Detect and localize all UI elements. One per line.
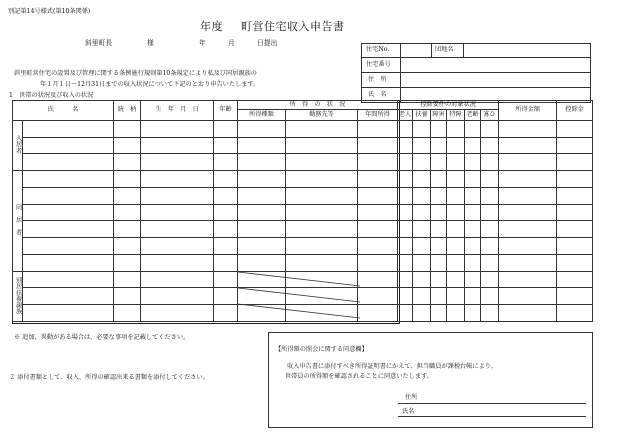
consent-address-line[interactable]	[398, 403, 586, 404]
name-label: 氏 名	[362, 88, 401, 103]
workplace-header: 勤務先等	[286, 110, 358, 120]
deduction-col-aged: 老齢	[465, 110, 481, 120]
deduction-amount-header: 控除金	[557, 101, 593, 121]
consent-body-line2: 世帯員の所得額を確認されることに同意いたします。	[285, 373, 434, 380]
note-attachments: ２ 添付書類として、収入、所得の確認出来る書類を添付してください。	[9, 374, 209, 381]
form-code: 別記第14号様式(第10条関係)	[8, 8, 91, 15]
income-group-header: 所 得 の 状 況	[238, 101, 398, 110]
address-label: 住 所	[362, 73, 401, 88]
consent-title: 【所得額の照会に関する同意欄】	[275, 346, 368, 353]
income-type-header: 所得種類	[238, 110, 286, 120]
deduction-group-header: 控除要件の対象状況	[398, 101, 499, 110]
deduction-col-elderly: 老人	[398, 110, 413, 120]
addressee: 斜里町長	[85, 39, 113, 47]
col-age-header: 年齢	[214, 101, 238, 121]
house-no-label: 住宅No.	[362, 44, 401, 58]
house-number-label: 住宅番号	[362, 58, 401, 73]
deduction-col-single-parent: 寡ひ	[481, 110, 499, 120]
date-submit-label: 日提出	[257, 39, 278, 47]
col-name-header: 氏 名	[13, 101, 114, 121]
side-label-separate-dependent: 別居扶養親族	[13, 271, 23, 321]
title-year: 年度	[200, 20, 223, 33]
col-birth-header: 生 年 月 日	[141, 101, 214, 121]
date-month-label: 月	[228, 39, 235, 47]
declaration-line1: 斜里町営住宅の設置及び管理に関する条例施行規則第10条規定により私及び同居親族の	[14, 70, 257, 77]
section1-title: 1 世帯の状況及び収入の状況	[9, 92, 94, 99]
declaration-line2: 年１月１日〜12月31日までの収入状況について下記のとおり申告いたします。	[40, 81, 260, 88]
consent-body-line1: 収入申告書に添付すべき所得証明書にかえて、担当職員が課税台帳により、	[287, 363, 498, 370]
deduction-col-dependent: 扶養	[413, 110, 431, 120]
consent-name-label: 氏名	[402, 408, 415, 415]
consent-name-line[interactable]	[398, 416, 586, 417]
note-additions: ※ 追加、異動がある場合は、必要な事項を記載してください。	[14, 334, 190, 341]
date-year-label: 年	[199, 39, 206, 47]
col-relation-header: 続 柄	[114, 101, 141, 121]
deduction-col-special-disability: 特障	[447, 110, 465, 120]
page-title: 町営住宅収入申告書	[241, 20, 345, 33]
deduction-col-disability: 障害	[431, 110, 447, 120]
side-label-cohabitant: 同 居 者	[13, 171, 23, 272]
annual-income-header: 年間所得	[358, 110, 398, 120]
income-amount-header: 所得金額	[499, 101, 557, 121]
complex-name-label: 団地名	[432, 44, 464, 58]
consent-address-label: 住所	[405, 394, 418, 401]
side-label-applicant: 入居者	[13, 120, 23, 170]
honorific: 様	[147, 39, 154, 47]
